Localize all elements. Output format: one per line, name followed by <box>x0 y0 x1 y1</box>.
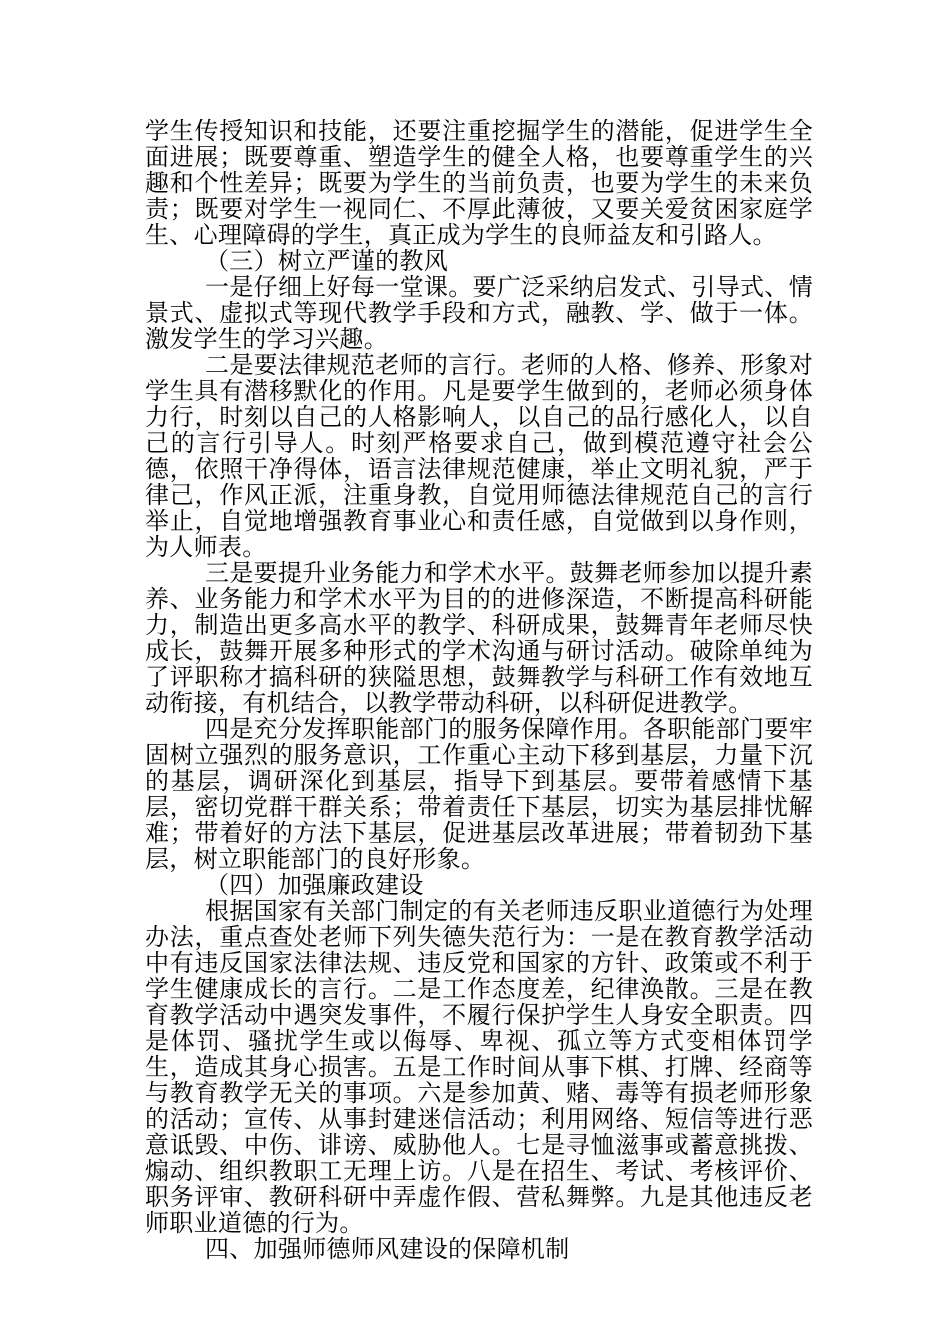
paragraph-continued: 学生传授知识和技能，还要注重挖掘学生的潜能，促进学生全面进展；既要尊重、塑造学生的健全人格，也要尊重学生的兴趣和个性差异；既要为学生的当前负责，也要为学生的未来负责；既要对学生一视同仁、不厚此薄彼，又要关爱贫困家庭学生、心理障碍的学生，真正成为学生的良师益友和引路人。 <box>145 117 813 249</box>
paragraph-teaching-4: 四是充分发挥职能部门的服务保障作用。各职能部门要牢固树立强烈的服务意识，工作重心主动下移到基层，力量下沉的基层，调研深化到基层，指导下到基层。要带着感情下基层，密切党群干群关系；带着责任下基层，切实为基层排忧解难；带着好的方法下基层，促进基层改革进展；带着韧劲下基层，树立职能部门的良好形象。 <box>145 715 813 873</box>
paragraph-integrity: 根据国家有关部门制定的有关老师违反职业道德行为处理办法，重点查处老师下列失德失范行为：一是在教育教学活动中有违反国家法律法规、违反党和国家的方针、政策或不利于学生健康成长的言行。二是工作态度差，纪律涣散。三是在教育教学活动中遇突发事件，不履行保护学生人身安全职责。四是体罚、骚扰学生或以侮辱、卑视、孤立等方式变相体罚学生，造成其身心损害。五是工作时间从事下棋、打牌、经商等与教育教学无关的事项。六是参加黄、赌、毒等有损老师形象的活动；宣传、从事封建迷信活动；利用网络、短信等进行恶意诋毁、中伤、诽谤、威胁他人。七是寻恤滋事或蓄意挑拨、煽动、组织教职工无理上访。八是在招生、考试、考核评价、职务评审、教研科研中弄虚作假、营私舞弊。九是其他违反老师职业道德的行为。 <box>145 897 813 1237</box>
paragraph-teaching-2: 二是要法律规范老师的言行。老师的人格、修养、形象对学生具有潜移默化的作用。凡是要学生做到的，老师必须身体力行，时刻以自己的人格影响人，以自己的品行感化人，以自己的言行引导人。时刻严格要求自己，做到模范遵守社会公德，依照干净得体，语言法律规范健康，举止文明礼貌，严于律己，作风正派，注重身教，自觉用师德法律规范自己的言行举止，自觉地增强教育事业心和责任感，自觉做到以身作则，为人师表。 <box>145 351 813 561</box>
document-page <box>145 118 813 1262</box>
section-heading-guarantee: 四、加强师德师风建设的保障机制 <box>205 1235 570 1263</box>
section-heading-4: （四）加强廉政建设 <box>205 871 424 899</box>
paragraph-teaching-1: 一是仔细上好每一堂课。要广泛采纳启发式、引导式、情景式、虚拟式等现代教学手段和方式，融教、学、做于一体。激发学生的学习兴趣。 <box>145 273 813 353</box>
section-heading-3: （三）树立严谨的教风 <box>205 247 448 275</box>
paragraph-teaching-3: 三是要提升业务能力和学术水平。鼓舞老师参加以提升素养、业务能力和学术水平为目的的进修深造，不断提高科研能力，制造出更多高水平的教学、科研成果，鼓舞青年老师尽快成长，鼓舞开展多种形式的学术沟通与研讨活动。破除单纯为了评职称才搞科研的狭隘思想，鼓舞教学与科研工作有效地互动衔接，有机结合，以教学带动科研，以科研促进教学。 <box>145 559 813 717</box>
